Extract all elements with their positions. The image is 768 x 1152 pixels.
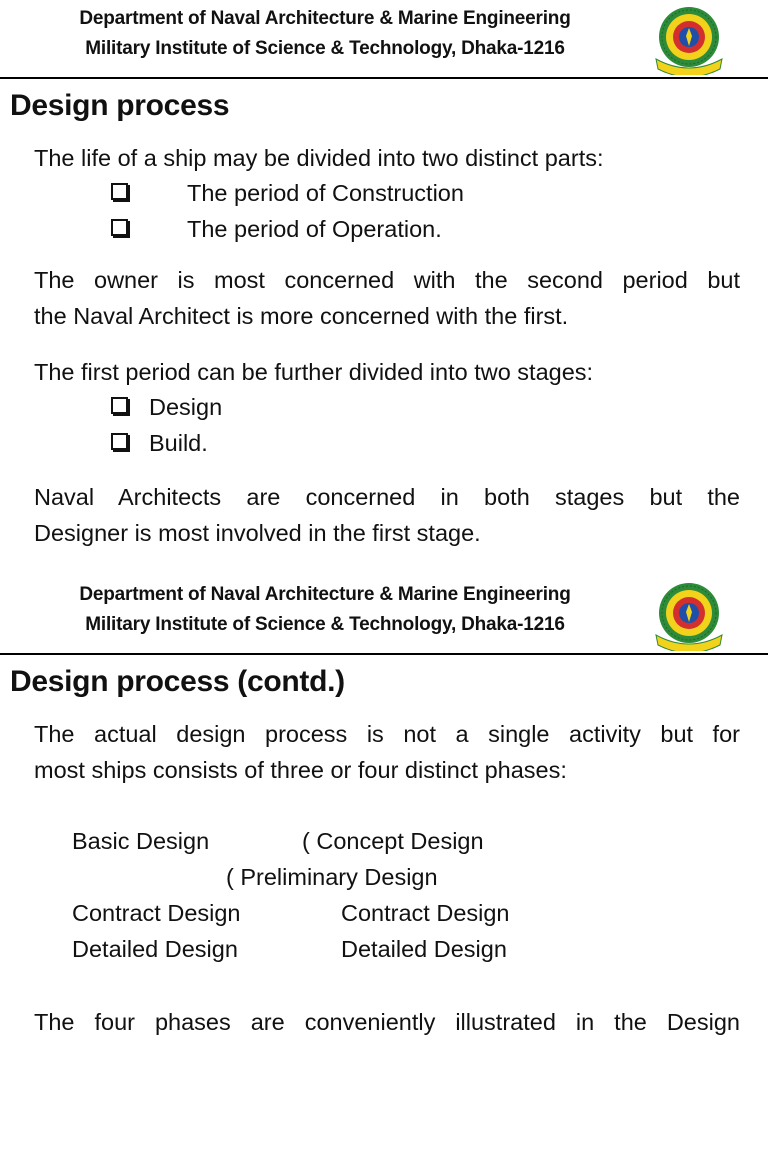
paragraph-owner xyxy=(34,262,740,334)
paragraph-illustration xyxy=(34,1004,740,1040)
department-name: Department of Naval Architecture & Marine Engineering xyxy=(79,584,571,605)
paragraph-line: Designer is most involved in the first stage. xyxy=(34,520,481,546)
paragraph-line: The actual design process is not a single activity but for xyxy=(34,721,740,747)
slide-header xyxy=(0,576,768,655)
institute-name: Military Institute of Science & Technology, Dhaka-1216 xyxy=(85,38,565,59)
mist-crest-icon xyxy=(648,5,730,75)
phase-right: ( Concept Design xyxy=(302,828,484,854)
institute-name: Military Institute of Science & Technology, Dhaka-1216 xyxy=(85,614,565,635)
checkbox-bullet-icon xyxy=(111,183,128,200)
mist-crest-icon xyxy=(648,581,730,651)
stages-intro: The first period can be further divided into two stages: xyxy=(34,359,594,385)
phase-right: ( Preliminary Design xyxy=(226,864,438,890)
paragraph-naval-architects xyxy=(34,479,740,551)
list-item-label: The period of Operation. xyxy=(187,216,442,242)
paragraph-line: The four phases are conveniently illustrated in the Design xyxy=(34,1009,740,1035)
slide-title: Design process (contd.) xyxy=(10,665,345,698)
paragraph-line: most ships consists of three or four distinct phases: xyxy=(34,757,567,783)
paragraph-line: The owner is most concerned with the second period but xyxy=(34,267,740,293)
phase-left: Basic Design xyxy=(72,828,210,854)
intro-text: The life of a ship may be divided into two distinct parts: xyxy=(34,145,604,171)
slide-2 xyxy=(0,576,768,1152)
phase-left: Contract Design xyxy=(72,900,241,926)
paragraph-line: the Naval Architect is more concerned with the first. xyxy=(34,303,569,329)
checkbox-bullet-icon xyxy=(111,397,128,414)
phase-left: Detailed Design xyxy=(72,936,238,962)
department-name: Department of Naval Architecture & Marine Engineering xyxy=(79,8,571,29)
phase-right: Contract Design xyxy=(341,900,510,926)
list-item-label: Build. xyxy=(149,430,208,456)
checkbox-bullet-icon xyxy=(111,433,128,450)
paragraph-phases xyxy=(34,716,740,788)
slide-title: Design process xyxy=(10,89,230,122)
phase-right: Detailed Design xyxy=(341,936,507,962)
paragraph-line: Naval Architects are concerned in both stages but the xyxy=(34,484,740,510)
slide-header xyxy=(0,0,768,79)
checkbox-bullet-icon xyxy=(111,219,128,236)
list-item-label: Design xyxy=(149,394,223,420)
list-item-label: The period of Construction xyxy=(187,180,464,206)
